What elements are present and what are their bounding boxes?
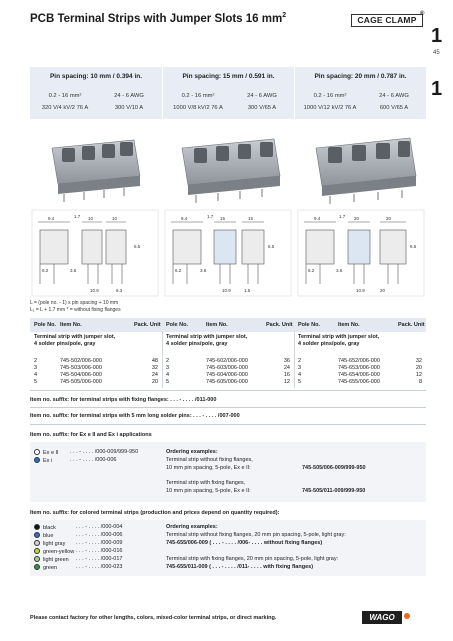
- terminal-strip-20mm-image: [316, 138, 416, 204]
- color-legend-item: green-yellow: [34, 548, 74, 555]
- column-divider: [294, 332, 295, 388]
- example-item-number: 745-655/006-009 ( . . . - . . . . /006- . . . . without fixing flanges): [166, 540, 323, 546]
- dim-label: 1.7: [339, 214, 346, 219]
- color-legend-code: . . . - . . . . /000-017: [76, 556, 123, 562]
- group-description: [298, 334, 379, 348]
- spec-heading: Pin spacing: 10 mm / 0.394 in.: [49, 73, 143, 80]
- spec-heading: Pin spacing: 20 mm / 0.787 in.: [314, 73, 407, 80]
- dim-label: 20: [380, 288, 386, 293]
- example-text: 10 mm pin spacing, 5-pole, Ex e II:: [166, 488, 251, 494]
- description-line: Terminal strip with jumper slot,: [166, 334, 248, 340]
- example-text: 10 mm pin spacing, 5-pole, Ex e II:: [166, 465, 251, 471]
- dim-label: 10.9: [222, 288, 231, 293]
- divider: [30, 390, 426, 391]
- column-header: Item No.: [206, 322, 228, 328]
- spec-ul: 300 V/65 A: [247, 105, 277, 111]
- color-swatch-icon: [34, 564, 40, 570]
- dimension-note: L₁ = L + 1.7 mm * = without fixing flanges: [30, 307, 121, 313]
- dim-label: 20: [354, 216, 360, 221]
- example-text: Terminal strip without fixing flanges,: [166, 457, 253, 463]
- table-header: [30, 318, 426, 332]
- ex-section: [30, 442, 426, 502]
- dim-label: 1.7: [74, 214, 81, 219]
- spec-column-20mm: [294, 67, 426, 119]
- dim-label: 3.6: [200, 268, 207, 273]
- order-table: Pole No. Item No. Pack. Unit Pole No. Item No. Pack. Unit Pole No. Item No. Pack. Unit Terminal strip with jumper slot, 4 solder pins/pole, gray Terminal strip with jumper slot, 4 solder pins/pole, gray Terminal strip with jumper slot, 4 solder pins/pole, gray 2 745-502/006-000 48 3 745-503/006-000 32 4 745-504/006-000 24 5 745-505/006-000 20 2 745-602/006-000 36 3 745-603/006-000 24 4 745-604/006-000 16 5 745-605/006-000 12 2 745-652/006-000 32 3 745-653/006-000 20 4 745-654/006-000 12 5 745-655/006-000 8: [30, 318, 426, 332]
- color-swatch-icon: [34, 540, 40, 546]
- description-line: 4 solder pins/pole, gray: [34, 341, 96, 347]
- ex-legend-item: Ex i: [34, 457, 52, 464]
- terminal-strip-15mm-image: [182, 139, 280, 203]
- spec-awg: 24 - 6 AWG: [247, 93, 277, 99]
- spec-column-15mm: [162, 67, 294, 119]
- dim-label: 6.2: [175, 268, 182, 273]
- suffix-flanges: Item no. suffix: for terminal strips with fixing flanges: . . . - . . . . /011-000: [30, 397, 217, 403]
- colors-section: [30, 520, 426, 576]
- dim-label: 10: [88, 216, 94, 221]
- column-header: Pole No.: [298, 322, 321, 328]
- color-legend-code: . . . - . . . . /000-004: [76, 524, 123, 530]
- dim-label: 6.5: [134, 244, 141, 249]
- spec-metric: 0.2 - 16 mm²: [48, 93, 82, 99]
- dimension-drawings: [30, 208, 426, 300]
- spec-awg: 24 - 6 AWG: [114, 93, 144, 99]
- dim-label: 1.5: [244, 288, 251, 293]
- product-images: [30, 124, 426, 206]
- suffix-pins: Item no. suffix: for terminal strips with 5 mm long solder pins: . . . - . . . . /007-000: [30, 413, 240, 419]
- dim-label: 10.9: [356, 288, 365, 293]
- column-header: Item No.: [338, 322, 360, 328]
- description-line: Terminal strip with jumper slot,: [34, 334, 116, 340]
- divider: [30, 407, 426, 408]
- footer-note: Please contact factory for other lengths, colors, mixed-color terminal strips, or direct marking.: [30, 615, 277, 621]
- example-item-number: 745-655/011-009 ( . . . - . . . . /011- . . . . with fixing flanges): [166, 564, 314, 570]
- dim-label: 6.2: [308, 268, 315, 273]
- ex-legend-code: . . . - . . . . /000-009/999-950: [70, 449, 139, 455]
- ex-legend-item: Ex e II: [34, 449, 59, 456]
- color-legend-item: light gray: [34, 540, 65, 547]
- description-line: Terminal strip with jumper slot,: [298, 334, 380, 340]
- column-divider: [162, 332, 163, 388]
- divider: [30, 424, 426, 425]
- column-header: Pack. Unit: [134, 322, 161, 328]
- logo-dot-icon: [404, 613, 410, 619]
- dim-label: 9.4: [48, 216, 55, 221]
- description-line: 4 solder pins/pole, gray: [166, 341, 228, 347]
- colors-section-title: Item no. suffix: for colored terminal strips (production and prices depend on quantity required):: [30, 510, 280, 516]
- spec-ul: 600 V/65 A: [379, 105, 409, 111]
- color-legend-item: green: [34, 564, 57, 571]
- spec-iec: 320 V/4 kV/2 76 A: [41, 105, 89, 111]
- brand-badge: CAGE CLAMP: [351, 14, 423, 27]
- examples-title: Ordering examples:: [166, 449, 218, 455]
- spec-metric: 0.2 - 16 mm²: [313, 93, 347, 99]
- description-line: 4 solder pins/pole, gray: [298, 341, 360, 347]
- dim-label: 9.3: [116, 288, 123, 293]
- spec-awg: 24 - 6 AWG: [379, 93, 409, 99]
- page-title: PCB Terminal Strips with Jumper Slots 16 $mm^2$: [30, 12, 287, 25]
- section-tab-number: 1: [431, 25, 443, 47]
- registered-mark: ®: [420, 11, 425, 17]
- spec-bar: [30, 67, 426, 119]
- section-tab-number-secondary: 1: [431, 78, 443, 100]
- dim-label: 6.5: [410, 244, 417, 249]
- column-header: Pack. Unit: [266, 322, 293, 328]
- spec-metric: 0.2 - 16 mm²: [181, 93, 215, 99]
- color-legend-code: . . . - . . . . /000-023: [76, 564, 123, 570]
- spec-iec: 1000 V/12 kV/2 76 A: [303, 105, 357, 111]
- dim-label: 9.4: [314, 216, 321, 221]
- dim-label: 10.9: [90, 288, 99, 293]
- dim-label: 1.7: [207, 214, 214, 219]
- group-description: [34, 334, 115, 348]
- spec-heading: Pin spacing: 15 mm / 0.591 in.: [182, 73, 275, 80]
- color-legend-code: . . . - . . . . /000-016: [76, 548, 123, 554]
- spec-iec: 1000 V/8 kV/2 76 A: [173, 105, 223, 111]
- column-header: Item No.: [60, 322, 82, 328]
- ex-legend-code: . . . - . . . . /000-006: [70, 457, 117, 463]
- example-item-number: 745-505/011-009/999-950: [302, 488, 366, 494]
- dim-label: 3.6: [70, 268, 77, 273]
- dim-label: 6.5: [268, 244, 275, 249]
- dim-label: 20: [386, 216, 392, 221]
- color-legend-code: . . . - . . . . /000-006: [76, 532, 123, 538]
- wago-logo: WAGO: [362, 611, 402, 624]
- color-legend-code: . . . - . . . . /000-009: [76, 540, 123, 546]
- color-swatch-icon: [34, 556, 40, 562]
- dim-label: 15: [220, 216, 226, 221]
- column-header: Pole No.: [166, 322, 189, 328]
- dim-label: 6.2: [42, 268, 49, 273]
- ex-section-title: Item no. suffix: for Ex e II and Ex i applications: [30, 432, 152, 438]
- example-text: Terminal strip with fixing flanges,: [166, 480, 246, 486]
- spec-ul: 300 V/10 A: [114, 105, 144, 111]
- dim-label: 10: [112, 216, 118, 221]
- spec-column-10mm: [30, 67, 162, 119]
- dim-label: 9.4: [181, 216, 188, 221]
- example-text: Terminal strip with fixing flanges, 20 mm pin spacing, 5-pole, light gray:: [166, 556, 339, 562]
- examples-title: Ordering examples:: [166, 524, 218, 530]
- column-header: Pole No.: [34, 322, 57, 328]
- color-legend-item: light green: [34, 556, 69, 563]
- page-number: 45: [433, 50, 440, 56]
- example-text: Terminal strip without fixing flanges, 20 mm pin spacing, 5-pole, light gray:: [166, 532, 346, 538]
- color-swatch-icon: [34, 457, 40, 463]
- color-swatch-icon: [34, 532, 40, 538]
- dim-label: 15: [248, 216, 254, 221]
- group-description: [166, 334, 247, 348]
- color-legend-item: blue: [34, 532, 53, 539]
- color-swatch-icon: [34, 449, 40, 455]
- dimension-note: L = (pole no. - 1) x pin spacing + 10 mm: [30, 300, 119, 306]
- color-swatch-icon: [34, 548, 40, 554]
- color-legend-item: black: [34, 524, 56, 531]
- example-item-number: 745-505/006-009/999-950: [302, 465, 366, 471]
- terminal-strip-10mm-image: [52, 140, 140, 202]
- dim-label: 3.6: [336, 268, 343, 273]
- column-header: Pack. Unit: [398, 322, 425, 328]
- color-swatch-icon: [34, 524, 40, 530]
